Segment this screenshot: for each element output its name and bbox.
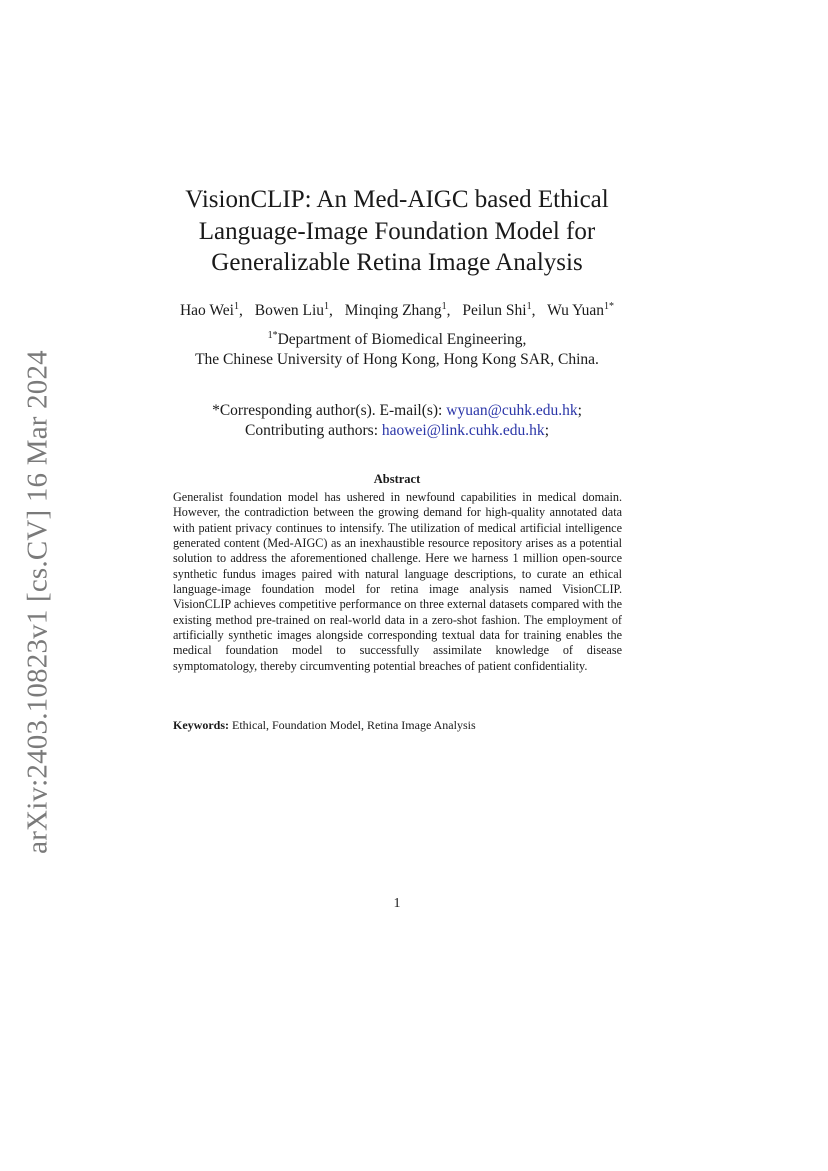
- affiliation-line: [90, 330, 704, 350]
- author-affiliation-mark: 1: [441, 301, 447, 312]
- author: Bowen Liu$^1$,: [254, 301, 333, 319]
- author-name: Bowen Liu: [254, 302, 325, 319]
- corresponding-separator: ;: [577, 402, 582, 419]
- author-name: Minqing Zhang: [344, 302, 442, 319]
- corresponding-email-link[interactable]: wyuan@cuhk.edu.hk: [446, 402, 578, 419]
- title-line: VisionCLIP: An Med-AIGC based Ethical: [185, 186, 609, 213]
- author-affiliation-mark: 1: [324, 301, 330, 312]
- author: Minqing Zhang$^1$,: [344, 301, 451, 319]
- contributing-email-link[interactable]: haowei@link.cuhk.edu.hk: [381, 422, 545, 439]
- page-number: 1: [393, 896, 401, 911]
- author-name: Wu Yuan: [547, 302, 604, 319]
- arxiv-identifier-text: arXiv:2403.10823v1 [cs.CV] 16 Mar 2024: [21, 350, 54, 854]
- author-list: [90, 300, 704, 322]
- keywords: [173, 718, 622, 733]
- paper-title: [120, 184, 674, 279]
- affiliation-department: Department of Biomedical Engineering,: [277, 331, 527, 348]
- author-name: Hao Wei: [179, 302, 234, 319]
- affiliation-institution: The Chinese University of Hong Kong, Hong Kong SAR, China.: [195, 351, 599, 368]
- abstract-heading: Abstract: [373, 472, 421, 486]
- author-affiliation-mark: 1: [233, 301, 239, 312]
- affiliation: [90, 330, 704, 370]
- keywords-text: Ethical, Foundation Model, Retina Image Analysis: [232, 718, 476, 732]
- author-affiliation-mark: 1*: [604, 301, 614, 312]
- contributing-authors-label: Contributing authors:: [244, 422, 382, 439]
- author: [547, 302, 614, 319]
- affiliation-mark: 1*: [267, 330, 278, 341]
- author-affiliation-mark: 1: [526, 301, 532, 312]
- contributing-authors-line: [90, 421, 704, 441]
- author: Hao Wei$^1$,: [179, 301, 243, 319]
- contributing-separator: ;: [544, 422, 549, 439]
- title-line: Generalizable Retina Image Analysis: [211, 249, 583, 276]
- keywords-label: Keywords:: [173, 718, 229, 732]
- abstract-text: Generalist foundation model has ushered in newfound capabilities in medical domain. However, the contradiction between the growing demand for high-quality annotated data with patient privacy continues to intensify. The utilization of medical artificial intelligence generated content (Med-AIGC) as an inexhaustible resource repository arises as a potential solution to address the aforementioned challenge. Here we harness 1 million open-source synthetic fundus images paired with natural language descriptions, to curate an ethical language-image foundation model for retina image analysis named VisionCLIP. VisionCLIP achieves competitive performance on three external datasets compared with the existing method pre-trained on real-world data in a zero-shot fashion. The employment of artificially synthetic images alongside corresponding textual data for training enables the medical foundation model to successfully assimilate knowledge of disease symptomatology, thereby circumventing potential breaches of patient confidentiality.: [173, 490, 622, 673]
- corresponding-author-label: *Corresponding author(s). E-mail(s):: [212, 402, 447, 419]
- arxiv-identifier: [18, 350, 58, 854]
- corresponding-author-line: [90, 401, 704, 421]
- author: Peilun Shi$^1$,: [462, 301, 536, 319]
- author-name: Peilun Shi: [462, 302, 527, 319]
- title-line: Language-Image Foundation Model for: [198, 217, 596, 245]
- correspondence: [90, 401, 704, 441]
